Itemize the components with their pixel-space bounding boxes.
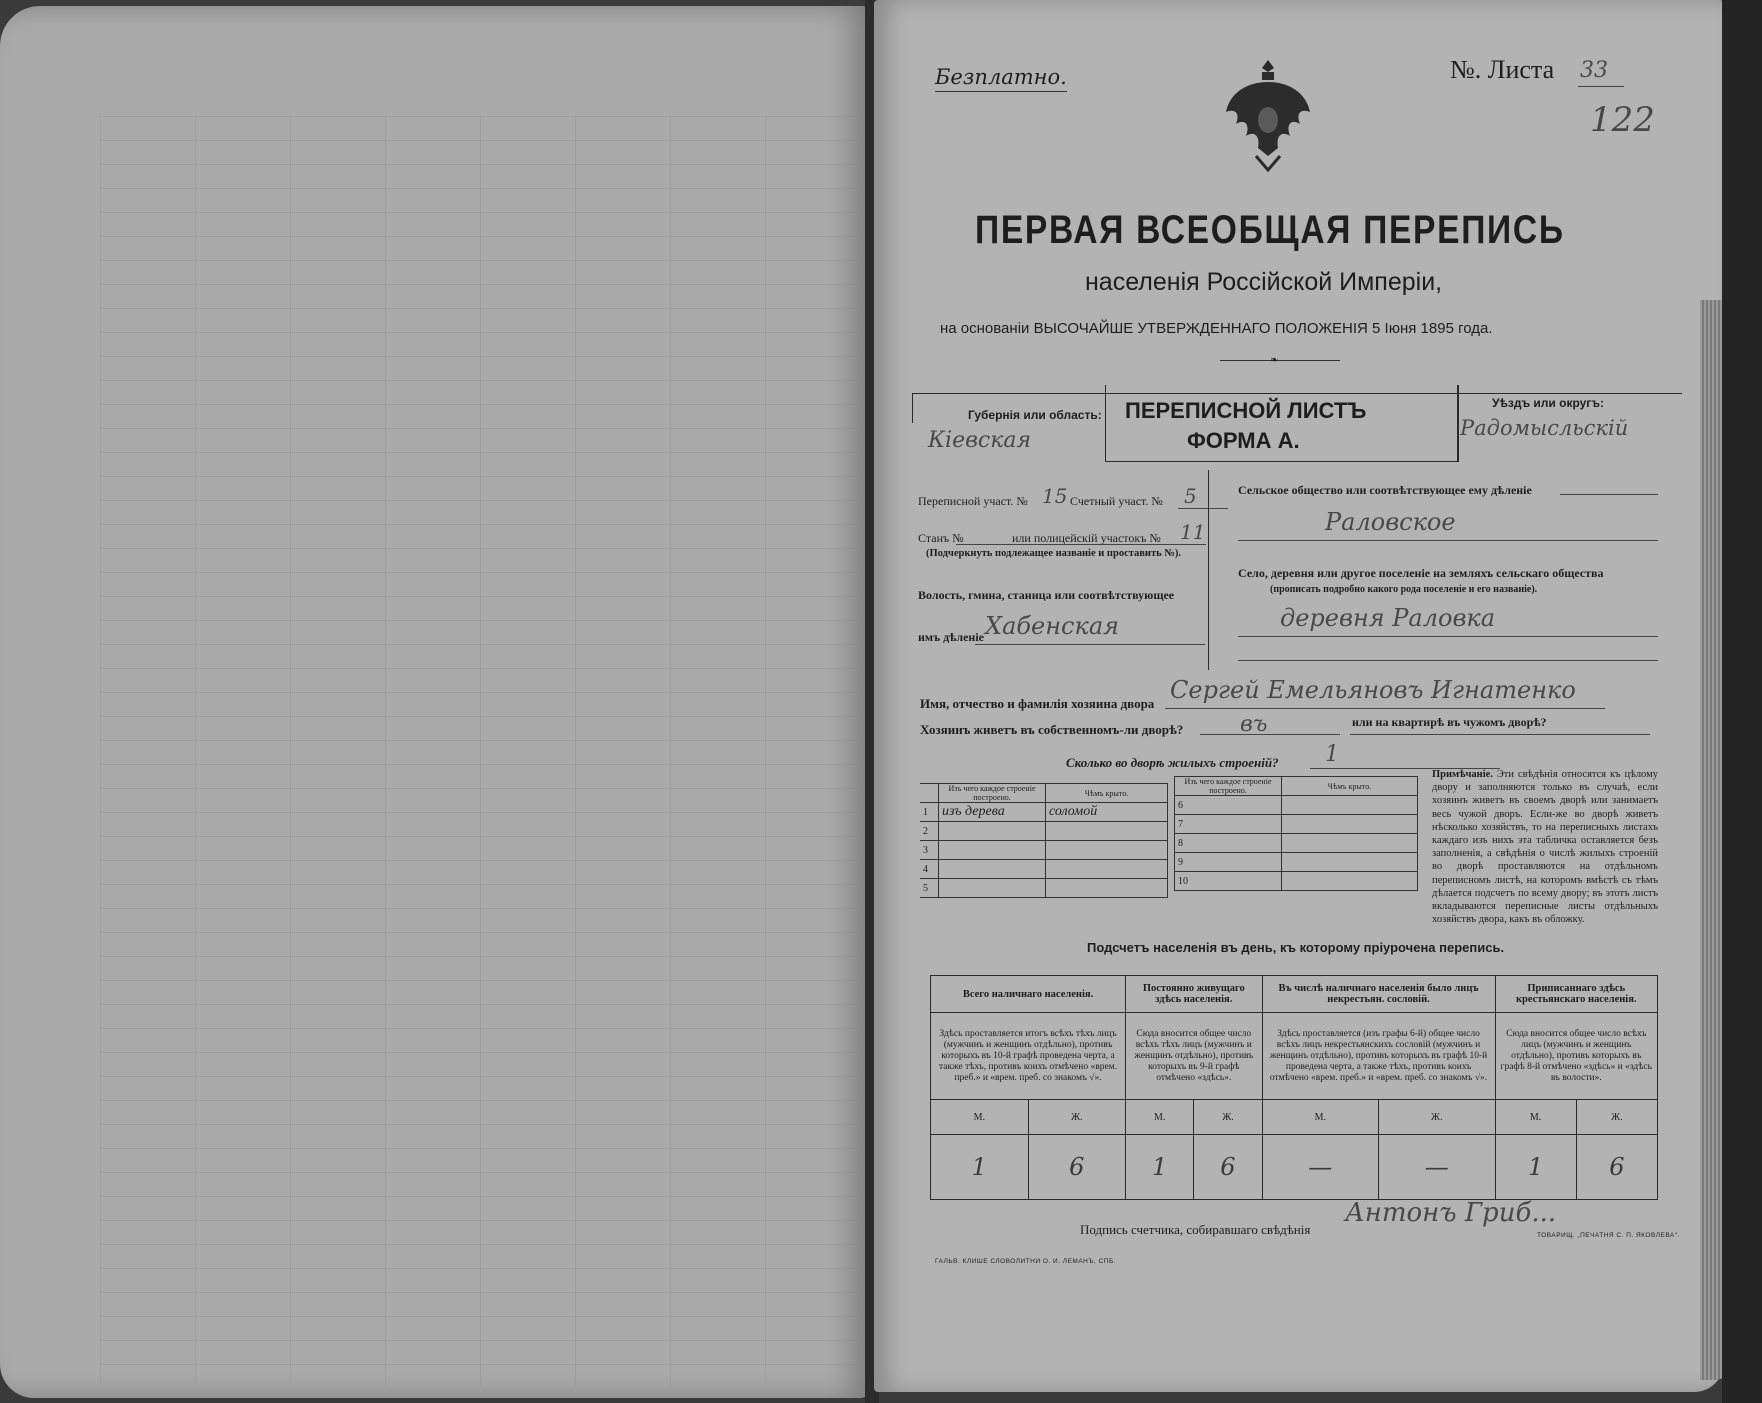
buildings-table-left (920, 783, 1168, 898)
material-header-right: Изъ чего каждое строеніе построено. (1175, 777, 1282, 796)
owner-lives-label: Хозяинъ живетъ въ собственномъ-ли дворѣ? (920, 722, 1184, 737)
left-page (0, 6, 870, 1398)
table-row: 10 (1175, 872, 1418, 891)
stan-note: (Подчеркнуть подлежащее названіе и проставить №). (926, 548, 1181, 559)
table-row: 1 изъ дерева соломой (920, 803, 1168, 822)
roof-header-right: Чѣмъ крыто. (1282, 777, 1418, 796)
selo-label: Село, деревня или другое поселеніе на земляхъ сельскаго общества (1238, 566, 1604, 580)
schetny-value: 5 (1184, 484, 1197, 508)
owner-name-value: Сергей Емельяновъ Игнатенко (1170, 676, 1576, 704)
census-subtitle: населенія Россійской Имперіи, (1085, 268, 1443, 296)
form-letter: ФОРМА А. (1187, 428, 1300, 453)
census-basis: на основаніи ВЫСОЧАЙШЕ УТВЕРЖДЕННАГО ПОЛОЖЕНІЯ 5 Іюня 1895 года. (940, 320, 1493, 337)
population-count-table: Всего наличнаго населенія. Постоянно живущаго здѣсь населенія. Въ числѣ наличнаго населенія было лицъ некрестьян. сословій. Приписаннаго здѣсь крестьянскаго населенія. Здѣсь проставляется итогъ всѣхъ тѣхъ лицъ (мужчинъ и женщинъ отдѣльно), противъ которыхъ въ 10-й графѣ проведена черта, а также тѣхъ, противъ коихъ отмѣчено «врем. преб.» и «врем. преб. со знакомъ √». Сюда вносится общее число всѣхъ тѣхъ лицъ (мужчинъ и женщинъ отдѣльно), противъ которыхъ въ 9-й графѣ отмѣчено «здѣсь». Здѣсь проставляется (изъ графы 6-й) общее число всѣхъ лицъ некрестьянскихъ сословій (мужчинъ и женщинъ отдѣльно), противъ которыхъ въ графѣ 10-й проведена черта, а также тѣхъ, противъ коихъ отмѣчено «врем. преб.» и «врем. преб. со знакомъ √». Сюда вносится общее число всѣхъ лицъ (мужчинъ и женщинъ отдѣльно), противъ которыхъ въ графѣ 8-й отмѣчено «здѣсь» и «здѣсь въ волости». М. Ж. М. Ж. М. Ж. М. Ж. 1 6 1 6 — — 1 6 (930, 975, 1658, 1200)
volost-label: Волость, гмина, станица или соотвѣтствующее (918, 588, 1175, 602)
signature-label: Подпись счетчика, собиравшаго свѣдѣнія (1080, 1222, 1311, 1237)
table-row: 7 (1175, 815, 1418, 834)
table-row: 1 6 1 6 — — 1 6 (931, 1135, 1658, 1200)
table-row: 5 (920, 879, 1168, 898)
note-text: Эти свѣдѣнія относятся къ цѣлому двору и заполняются только въ случаѣ, если хозяинъ живетъ въ своемъ дворѣ или занимаетъ весь чужой дворъ. Если-же во дворѣ живетъ нѣсколько хозяйствъ, то на переписныхъ листахъ каждаго изъ нихъ эта табличка оставляется безъ заполненія, а свѣдѣнія о числѣ жилыхъ строеній во дворѣ проставляются на отдѣльномъ переписномъ листѣ, на которомъ вмѣстѣ съ тѣмъ дѣлается подсчетъ по всему двору; въ этотъ листъ вкладываются переписные листы отдѣльныхъ хозяйствъ двора, какъ въ обложку. (1432, 769, 1659, 926)
uezd-label: Уѣздъ или округъ: (1492, 396, 1605, 410)
sheet-number-value: 33 (1580, 58, 1608, 83)
owner-or-label: или на квартирѣ въ чужомъ дворѣ? (1352, 715, 1547, 729)
dark-edge (1722, 0, 1762, 1403)
volost-value: Хабенская (985, 612, 1120, 640)
selo-note: (прописать подробно какого рода поселеніе и его названіе). (1270, 584, 1538, 595)
owner-name-label: Имя, отчество и фамилія хозяина двора (920, 696, 1155, 711)
note-block (1432, 768, 1658, 926)
footer-right: ТОВАРИЩ. „ПЕЧАТНЯ С. П. ЯКОВЛЕВА“. (1537, 1232, 1680, 1239)
owner-lives-value: въ (1240, 712, 1268, 737)
census-title: ПЕРВАЯ ВСЕОБЩАЯ ПЕРЕПИСЬ (975, 208, 1565, 252)
gubernia-label: Губернія или область: (968, 408, 1102, 422)
signature-value: Антонъ Гриб... (1345, 1198, 1557, 1228)
form-title: ПЕРЕПИСНОЙ ЛИСТЪ (1125, 398, 1367, 423)
census-table-title: Подсчетъ населенія въ день, къ которому пріурочена перепись. (1087, 940, 1505, 955)
police-value: 11 (1180, 520, 1206, 544)
page-number: 122 (1590, 100, 1655, 140)
perepisnoi-label: Переписной участ. № (918, 494, 1028, 508)
buildings-count-label: Сколько во дворѣ жилыхъ строеній? (1066, 755, 1279, 770)
ornament-divider (1220, 360, 1340, 361)
double-headed-eagle-emblem (1218, 52, 1318, 182)
volost-label-2: имъ дѣленіе (918, 630, 984, 644)
footer-left: ГАЛЬВ. КЛИШЕ СЛОВОЛИТНИ О. И. ЛЕМАНЪ, СПБ. (935, 1258, 1117, 1265)
selskoe-value: Раловское (1325, 508, 1456, 536)
uezd-value: Радомысльскій (1460, 416, 1629, 440)
table-row: 8 (1175, 834, 1418, 853)
table-row: 9 (1175, 853, 1418, 872)
buildings-table-right (1174, 776, 1418, 891)
sheet-number-label: №. Листа (1450, 55, 1555, 84)
table-row: 6 (1175, 796, 1418, 815)
table-row: 3 (920, 841, 1168, 860)
schetny-label: Счетный участ. № (1070, 494, 1163, 508)
stan-label: Станъ № (918, 531, 964, 545)
gubernia-value: Кіевская (928, 428, 1032, 453)
roof-header: Чѣмъ крыто. (1046, 784, 1168, 803)
perepisnoi-value: 15 (1042, 484, 1068, 508)
buildings-count-value: 1 (1325, 742, 1339, 767)
police-label: или полицейскій участокъ № (1012, 531, 1161, 545)
ornament-dot: ❧ (1270, 355, 1279, 366)
material-header: Изъ чего каждое строеніе построено. (939, 784, 1046, 803)
selskoe-label: Сельское общество или соотвѣтствующее ему дѣленіе (1238, 483, 1532, 497)
selo-value: деревня Раловка (1280, 604, 1496, 632)
table-row: 4 (920, 860, 1168, 879)
note-heading: Примѣчаніе. (1432, 769, 1493, 780)
table-row: 2 (920, 822, 1168, 841)
free-label: Безплатно. (935, 65, 1067, 92)
faded-ruled-lines (100, 116, 860, 1386)
